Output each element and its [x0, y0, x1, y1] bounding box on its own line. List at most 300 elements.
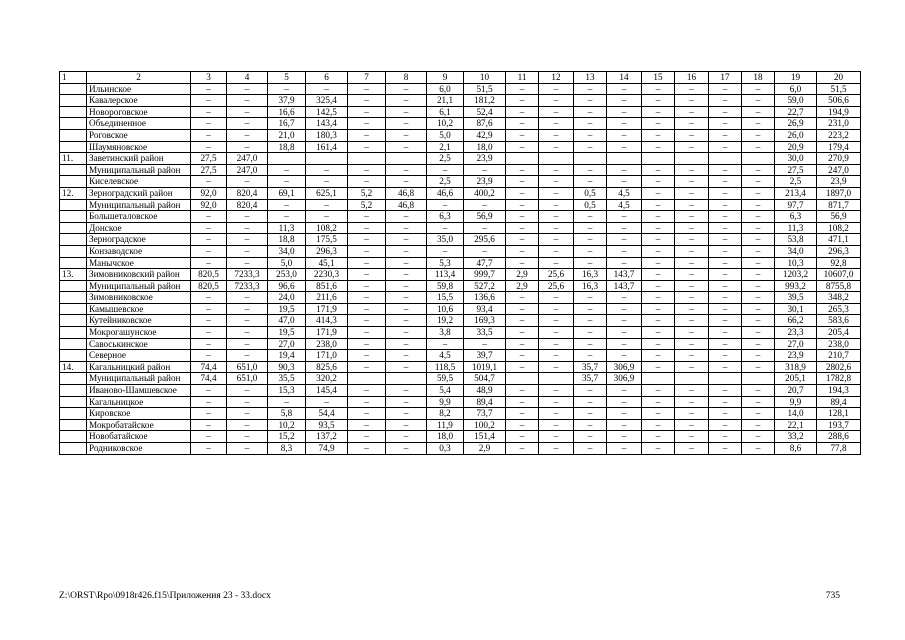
value-cell: – — [675, 350, 709, 362]
row-number-cell — [60, 95, 87, 107]
value-cell: – — [191, 211, 227, 223]
value-cell: 92,0 — [191, 199, 227, 211]
value-cell: – — [709, 141, 742, 153]
row-number-cell — [60, 234, 87, 246]
value-cell: – — [191, 234, 227, 246]
value-cell: – — [709, 327, 742, 339]
value-cell: 8,3 — [268, 443, 306, 455]
value-cell: 16,7 — [268, 118, 306, 130]
value-cell: – — [386, 303, 427, 315]
value-cell: – — [539, 350, 574, 362]
value-cell: 18,8 — [268, 141, 306, 153]
value-cell — [742, 373, 775, 385]
value-cell: – — [227, 350, 268, 362]
value-cell: – — [742, 129, 775, 141]
value-cell: – — [191, 350, 227, 362]
value-cell: – — [348, 443, 386, 455]
value-cell: – — [386, 338, 427, 350]
value-cell: 23,9 — [817, 176, 861, 188]
value-cell: – — [268, 396, 306, 408]
table-row — [60, 187, 861, 199]
value-cell: – — [642, 385, 675, 397]
value-cell: – — [675, 106, 709, 118]
value-cell: – — [642, 199, 675, 211]
value-cell: – — [709, 280, 742, 292]
value-cell: – — [742, 269, 775, 281]
value-cell: 143,4 — [306, 118, 348, 130]
value-cell: – — [539, 315, 574, 327]
value-cell: – — [539, 83, 574, 95]
value-cell: 25,6 — [539, 269, 574, 281]
value-cell: 2,9 — [506, 280, 539, 292]
value-cell: – — [539, 199, 574, 211]
row-number-cell — [60, 315, 87, 327]
value-cell: 145,4 — [306, 385, 348, 397]
value-cell: – — [539, 361, 574, 373]
value-cell: – — [709, 245, 742, 257]
value-cell: – — [191, 141, 227, 153]
value-cell: – — [742, 222, 775, 234]
value-cell: – — [539, 95, 574, 107]
value-cell: – — [427, 222, 464, 234]
name-cell: Савоськинское — [87, 338, 191, 350]
value-cell: – — [574, 303, 607, 315]
value-cell: – — [348, 164, 386, 176]
value-cell: – — [642, 396, 675, 408]
value-cell: – — [227, 234, 268, 246]
header-cell: 15 — [642, 72, 675, 84]
name-cell: Муниципальный район — [87, 373, 191, 385]
name-cell: Зерноградское — [87, 234, 191, 246]
row-number-cell — [60, 431, 87, 443]
value-cell: – — [709, 396, 742, 408]
header-cell: 20 — [817, 72, 861, 84]
value-cell: – — [675, 83, 709, 95]
value-cell: – — [539, 164, 574, 176]
value-cell: – — [642, 327, 675, 339]
value-cell: – — [191, 408, 227, 420]
value-cell: – — [506, 350, 539, 362]
table-row — [60, 396, 861, 408]
value-cell: – — [348, 350, 386, 362]
value-cell: – — [191, 385, 227, 397]
value-cell: – — [709, 431, 742, 443]
value-cell: – — [642, 222, 675, 234]
table-row — [60, 338, 861, 350]
value-cell: 820,4 — [227, 199, 268, 211]
table-row — [60, 176, 861, 188]
value-cell: 0,3 — [427, 443, 464, 455]
value-cell: – — [191, 338, 227, 350]
value-cell: 10,3 — [775, 257, 817, 269]
header-cell: 2 — [87, 72, 191, 84]
value-cell: 11,3 — [775, 222, 817, 234]
value-cell: – — [574, 141, 607, 153]
value-cell: 5,2 — [348, 199, 386, 211]
row-number-cell — [60, 211, 87, 223]
value-cell: 348,2 — [817, 292, 861, 304]
value-cell: – — [675, 257, 709, 269]
value-cell: – — [227, 141, 268, 153]
value-cell: 180,3 — [306, 129, 348, 141]
value-cell: 54,4 — [306, 408, 348, 420]
value-cell: 30,0 — [775, 153, 817, 165]
value-cell: 820,5 — [191, 280, 227, 292]
value-cell: – — [675, 164, 709, 176]
value-cell: 161,4 — [306, 141, 348, 153]
value-cell: – — [709, 338, 742, 350]
value-cell: 93,5 — [306, 419, 348, 431]
value-cell: – — [506, 95, 539, 107]
value-cell: – — [191, 83, 227, 95]
table-row — [60, 385, 861, 397]
value-cell: 93,4 — [464, 303, 506, 315]
value-cell: – — [539, 118, 574, 130]
value-cell: 20,9 — [775, 141, 817, 153]
row-number-cell — [60, 303, 87, 315]
value-cell: – — [709, 350, 742, 362]
value-cell: 8755,8 — [817, 280, 861, 292]
name-cell: Кутейниковское — [87, 315, 191, 327]
row-number-cell — [60, 350, 87, 362]
value-cell — [642, 373, 675, 385]
value-cell: – — [642, 292, 675, 304]
value-cell: – — [427, 245, 464, 257]
value-cell: – — [386, 257, 427, 269]
value-cell — [506, 373, 539, 385]
value-cell: 19,4 — [268, 350, 306, 362]
value-cell: – — [709, 385, 742, 397]
value-cell: – — [348, 338, 386, 350]
value-cell: 851,6 — [306, 280, 348, 292]
value-cell: 400,2 — [464, 187, 506, 199]
header-cell: 13 — [574, 72, 607, 84]
value-cell: – — [191, 129, 227, 141]
name-cell: Зимовниковское — [87, 292, 191, 304]
value-cell: 320,2 — [306, 373, 348, 385]
value-cell: 35,7 — [574, 373, 607, 385]
value-cell: – — [607, 95, 642, 107]
value-cell: 625,1 — [306, 187, 348, 199]
value-cell: – — [709, 303, 742, 315]
value-cell: 288,6 — [817, 431, 861, 443]
value-cell: 194,3 — [817, 385, 861, 397]
value-cell: – — [709, 129, 742, 141]
value-cell: 87,6 — [464, 118, 506, 130]
value-cell: 171,9 — [306, 303, 348, 315]
name-cell: Зимовниковский район — [87, 269, 191, 281]
value-cell: 999,7 — [464, 269, 506, 281]
row-number-cell — [60, 327, 87, 339]
row-number-cell — [60, 164, 87, 176]
value-cell: – — [574, 419, 607, 431]
value-cell: – — [539, 431, 574, 443]
value-cell: 69,1 — [268, 187, 306, 199]
header-cell: 9 — [427, 72, 464, 84]
value-cell: – — [675, 292, 709, 304]
value-cell: – — [709, 106, 742, 118]
value-cell: – — [506, 338, 539, 350]
value-cell: 47,0 — [268, 315, 306, 327]
name-cell: Камышевское — [87, 303, 191, 315]
value-cell: 33,2 — [775, 431, 817, 443]
value-cell: 10,2 — [268, 419, 306, 431]
value-cell: – — [574, 385, 607, 397]
table-body — [60, 83, 861, 454]
table-row — [60, 199, 861, 211]
value-cell: – — [709, 83, 742, 95]
value-cell: 210,7 — [817, 350, 861, 362]
value-cell: – — [191, 176, 227, 188]
value-cell: – — [675, 361, 709, 373]
row-number-cell — [60, 419, 87, 431]
value-cell: – — [227, 338, 268, 350]
value-cell: – — [742, 327, 775, 339]
table-row — [60, 280, 861, 292]
header-cell: 4 — [227, 72, 268, 84]
value-cell: – — [574, 350, 607, 362]
value-cell: – — [642, 257, 675, 269]
value-cell: – — [386, 361, 427, 373]
name-cell: Шаумяновское — [87, 141, 191, 153]
value-cell: – — [742, 234, 775, 246]
value-cell: 142,5 — [306, 106, 348, 118]
value-cell: 993,2 — [775, 280, 817, 292]
value-cell: – — [742, 303, 775, 315]
value-cell: – — [348, 129, 386, 141]
value-cell: – — [386, 431, 427, 443]
value-cell: 1019,1 — [464, 361, 506, 373]
value-cell: 108,2 — [306, 222, 348, 234]
value-cell: – — [227, 327, 268, 339]
value-cell: 35,7 — [574, 361, 607, 373]
value-cell: – — [709, 257, 742, 269]
value-cell: – — [191, 106, 227, 118]
value-cell: – — [742, 164, 775, 176]
value-cell: 6,1 — [427, 106, 464, 118]
value-cell: – — [574, 234, 607, 246]
value-cell: 143,7 — [607, 280, 642, 292]
value-cell: – — [642, 350, 675, 362]
header-cell: 12 — [539, 72, 574, 84]
row-number-cell — [60, 408, 87, 420]
value-cell: – — [742, 199, 775, 211]
row-number-cell — [60, 141, 87, 153]
value-cell: 35,5 — [268, 373, 306, 385]
table-row — [60, 234, 861, 246]
value-cell: 10,6 — [427, 303, 464, 315]
value-cell: 59,0 — [775, 95, 817, 107]
value-cell: – — [607, 211, 642, 223]
value-cell: – — [348, 176, 386, 188]
value-cell: 118,5 — [427, 361, 464, 373]
name-cell: Мокробатайское — [87, 419, 191, 431]
value-cell: 9,9 — [427, 396, 464, 408]
header-cell: 18 — [742, 72, 775, 84]
value-cell: 871,7 — [817, 199, 861, 211]
value-cell: 15,2 — [268, 431, 306, 443]
value-cell: – — [506, 315, 539, 327]
row-number-cell — [60, 199, 87, 211]
table-row — [60, 327, 861, 339]
value-cell: – — [306, 176, 348, 188]
value-cell: – — [348, 245, 386, 257]
value-cell: – — [607, 350, 642, 362]
table-row — [60, 83, 861, 95]
value-cell: 231,0 — [817, 118, 861, 130]
value-cell: 4,5 — [427, 350, 464, 362]
value-cell: – — [227, 83, 268, 95]
name-cell: Муниципальный район — [87, 199, 191, 211]
value-cell: – — [191, 95, 227, 107]
value-cell: 47,7 — [464, 257, 506, 269]
value-cell: – — [574, 338, 607, 350]
value-cell: – — [506, 419, 539, 431]
value-cell: 471,1 — [817, 234, 861, 246]
value-cell: – — [348, 257, 386, 269]
value-cell: 169,3 — [464, 315, 506, 327]
value-cell: 22,1 — [775, 419, 817, 431]
header-cell: 7 — [348, 72, 386, 84]
value-cell: 2,5 — [427, 176, 464, 188]
value-cell: 19,5 — [268, 303, 306, 315]
value-cell: – — [742, 443, 775, 455]
value-cell: – — [675, 141, 709, 153]
value-cell: – — [574, 129, 607, 141]
value-cell: 53,8 — [775, 234, 817, 246]
value-cell: – — [227, 245, 268, 257]
table-row — [60, 431, 861, 443]
value-cell: – — [191, 315, 227, 327]
value-cell: – — [386, 164, 427, 176]
table-row — [60, 303, 861, 315]
value-cell: – — [268, 211, 306, 223]
value-cell: 73,7 — [464, 408, 506, 420]
value-cell: – — [742, 83, 775, 95]
value-cell: – — [539, 419, 574, 431]
value-cell: 296,3 — [306, 245, 348, 257]
value-cell: 46,8 — [386, 187, 427, 199]
value-cell: – — [709, 95, 742, 107]
value-cell: – — [539, 245, 574, 257]
value-cell: – — [506, 431, 539, 443]
value-cell — [574, 153, 607, 165]
value-cell: – — [506, 327, 539, 339]
value-cell: – — [709, 408, 742, 420]
value-cell: – — [539, 141, 574, 153]
value-cell: – — [227, 95, 268, 107]
row-number-cell — [60, 396, 87, 408]
value-cell: – — [227, 106, 268, 118]
value-cell: – — [574, 396, 607, 408]
value-cell: 5,0 — [268, 257, 306, 269]
value-cell: 4,5 — [607, 199, 642, 211]
value-cell: – — [642, 443, 675, 455]
value-cell: 74,4 — [191, 373, 227, 385]
value-cell: – — [506, 257, 539, 269]
value-cell: – — [742, 361, 775, 373]
value-cell: – — [642, 408, 675, 420]
value-cell: – — [464, 338, 506, 350]
table-row — [60, 269, 861, 281]
value-cell: – — [607, 396, 642, 408]
value-cell: – — [742, 396, 775, 408]
row-number-cell — [60, 292, 87, 304]
row-number-cell: 12. — [60, 187, 87, 199]
value-cell: 20,7 — [775, 385, 817, 397]
value-cell: 820,5 — [191, 269, 227, 281]
value-cell: – — [427, 164, 464, 176]
value-cell: 77,8 — [817, 443, 861, 455]
value-cell: 10607,0 — [817, 269, 861, 281]
value-cell: – — [348, 222, 386, 234]
value-cell: 22,7 — [775, 106, 817, 118]
header-cell: 6 — [306, 72, 348, 84]
value-cell: – — [348, 292, 386, 304]
value-cell: – — [539, 222, 574, 234]
value-cell: – — [386, 280, 427, 292]
value-cell: – — [506, 187, 539, 199]
value-cell: – — [574, 315, 607, 327]
name-cell: Родниковское — [87, 443, 191, 455]
value-cell: – — [386, 269, 427, 281]
value-cell: – — [709, 199, 742, 211]
value-cell: 51,5 — [817, 83, 861, 95]
value-cell — [348, 153, 386, 165]
value-cell: – — [675, 396, 709, 408]
value-cell: – — [539, 187, 574, 199]
value-cell: 14,0 — [775, 408, 817, 420]
value-cell: 306,9 — [607, 361, 642, 373]
value-cell: – — [675, 338, 709, 350]
table-row — [60, 153, 861, 165]
value-cell: – — [607, 443, 642, 455]
value-cell: 9,9 — [775, 396, 817, 408]
row-number-cell — [60, 222, 87, 234]
value-cell: 30,1 — [775, 303, 817, 315]
value-cell: 3,8 — [427, 327, 464, 339]
value-cell: – — [227, 315, 268, 327]
header-cell: 19 — [775, 72, 817, 84]
header-cell: 16 — [675, 72, 709, 84]
value-cell — [386, 373, 427, 385]
value-cell: – — [709, 222, 742, 234]
name-cell: Роговское — [87, 129, 191, 141]
value-cell: 18,0 — [427, 431, 464, 443]
value-cell: – — [227, 292, 268, 304]
value-cell: – — [709, 269, 742, 281]
value-cell: – — [506, 129, 539, 141]
value-cell: – — [742, 408, 775, 420]
value-cell: 33,5 — [464, 327, 506, 339]
value-cell: – — [506, 164, 539, 176]
value-cell: 18,0 — [464, 141, 506, 153]
value-cell: – — [386, 118, 427, 130]
row-number-cell — [60, 129, 87, 141]
value-cell: – — [506, 408, 539, 420]
value-cell: – — [227, 118, 268, 130]
value-cell: – — [348, 419, 386, 431]
value-cell: – — [675, 431, 709, 443]
value-cell: – — [191, 327, 227, 339]
value-cell: – — [348, 361, 386, 373]
value-cell: 238,0 — [817, 338, 861, 350]
value-cell: – — [506, 118, 539, 130]
value-cell: – — [539, 408, 574, 420]
value-cell: 181,2 — [464, 95, 506, 107]
table-row — [60, 419, 861, 431]
name-cell: Конзаводское — [87, 245, 191, 257]
